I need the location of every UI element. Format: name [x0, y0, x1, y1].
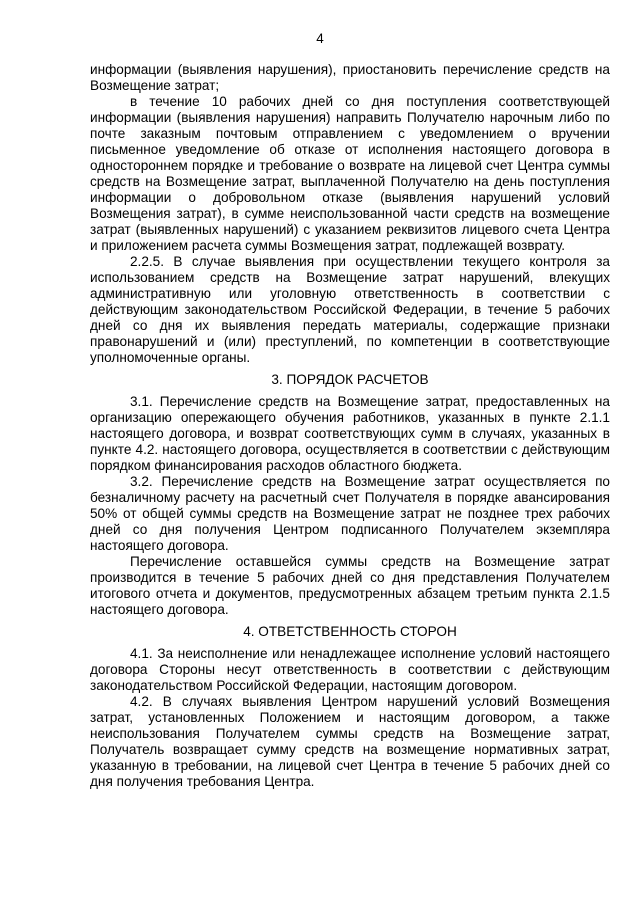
paragraph-refund-notice: в течение 10 рабочих дней со дня поступления соответствующей информации (выявления нарушения) направить Получателю нарочным либо по почте заказным почтовым отправлением с уведомлением о вручении письменное уведомление об отказе от исполнения настоящего договора в одностороннем порядке и требование о возврате на лицевой счет Центра суммы средств на Возмещение затрат, выплаченной Получателю на день поступления информации о добровольном отказе (выявления нарушений условий Возмещения затрат), в сумме неиспользованной части средств на возмещение затрат (выявленных нарушений) с указанием реквизитов лицевого счета Центра и приложением расчета суммы Возмещения затрат, подлежащей возврату.	[90, 94, 610, 253]
paragraph-continuation: информации (выявления нарушения), приостановить перечисление средств на Возмещение затрат;	[90, 62, 610, 93]
section-4-heading: 4. ОТВЕТСТВЕННОСТЬ СТОРОН	[243, 624, 457, 639]
paragraph-4-2: 4.2. В случаях выявления Центром нарушений условий Возмещения затрат, установленных Положением и настоящим договором, а также неиспользования Получателем суммы средств на Возмещение затрат, Получатель возвращает сумму средств на возмещение нормативных затрат, указанную в требовании, на лицевой счет Центра в течение 5 рабочих дней со дня получения требования Центра.	[90, 694, 610, 789]
document-body	[90, 62, 610, 790]
paragraph-3-2-remainder: Перечисление оставшейся суммы средств на Возмещение затрат производится в течение 5 рабочих дней со дня представления Получателем итогового отчета и документов, предусмотренных абзацем третьим пункта 2.1.5 настоящего договора.	[90, 554, 610, 617]
section-3-heading: 3. ПОРЯДОК РАСЧЕТОВ	[271, 372, 429, 387]
paragraph-3-2: 3.2. Перечисление средств на Возмещение затрат осуществляется по безналичному расчету на расчетный счет Получателя в порядке авансирования 50% от общей суммы средств на Возмещение затрат не позднее трех рабочих дней со дня получения Центром подписанного Получателем экземпляра настоящего договора.	[90, 474, 610, 553]
paragraph-4-1: 4.1. За неисполнение или ненадлежащее исполнение условий настоящего договора Стороны несут ответственность в соответствии с действующим законодательством Российской Федерации, настоящим договором.	[90, 646, 610, 693]
paragraph-3-1: 3.1. Перечисление средств на Возмещение затрат, предоставленных на организацию опережающего обучения работников, указанных в пункте 2.1.1 настоящего договора, и возврат соответствующих сумм в случаях, указанных в пункте 4.2. настоящего договора, осуществляется в соответствии с действующим порядком финансирования расходов областного бюджета.	[90, 394, 610, 473]
paragraph-2-2-5: 2.2.5. В случае выявления при осуществлении текущего контроля за использованием средств на Возмещение затрат нарушений, влекущих административную или уголовную ответственность в соответствии с действующим законодательством Российской Федерации, в течение 5 рабочих дней со дня их выявления передать материалы, содержащие признаки правонарушений и (или) преступлений, по компетенции в соответствующие уполномоченные органы.	[90, 254, 610, 365]
page-number: 4	[316, 31, 324, 46]
